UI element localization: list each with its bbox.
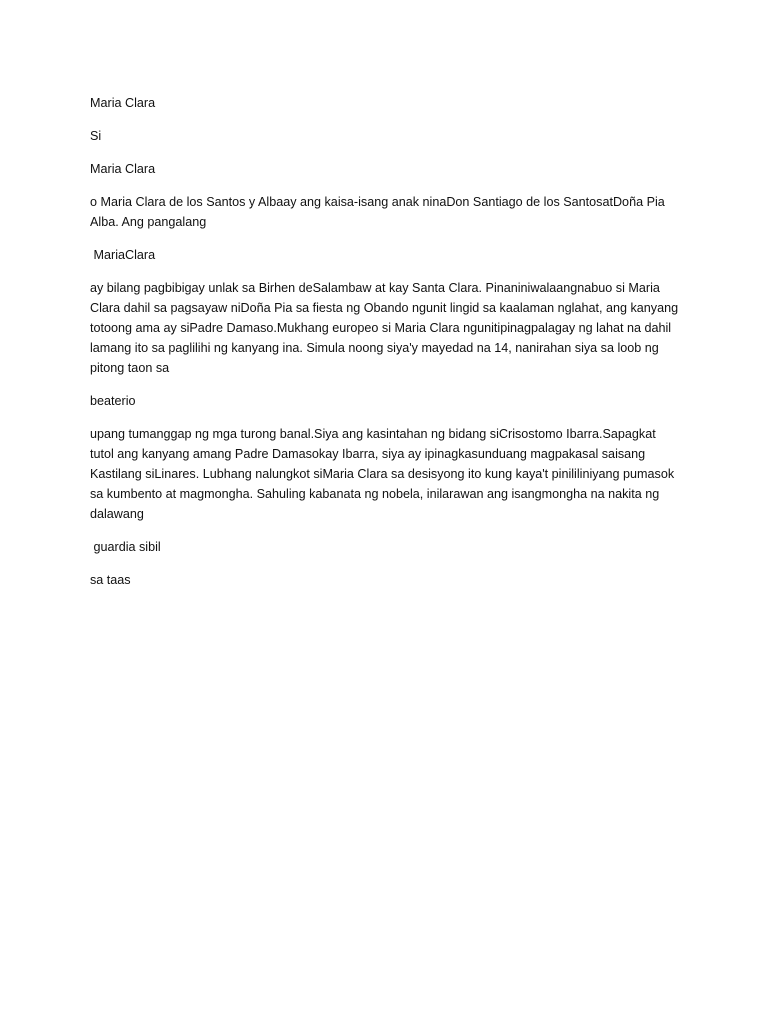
paragraph: ay bilang pagbibigay unlak sa Birhen deSalambaw at kay Santa Clara. Pinaniniwalaangnabuo si Maria Clara dahil sa pagsayaw niDoña Pia sa fiesta ng Obando ngunit lingid sa kaalaman nglahat, ang kanyang totoong ama ay siPadre Damaso.Mukhang europeo si Maria Clara ngunitipinagpalagay ng lahat na dahil lamang ito sa paglilihi ng kanyang ina. Simula noong siya'y mayedad na 14, nanirahan siya sa loob ng pitong taon sa	[90, 281, 682, 375]
paragraph: MariaClara	[90, 248, 156, 262]
paragraph: Maria Clara	[90, 162, 156, 176]
paragraph: guardia sibil	[90, 540, 161, 554]
paragraph: o Maria Clara de los Santos y Albaay ang kaisa-isang anak ninaDon Santiago de los SantosatDoña Pia Alba. Ang pangalang	[90, 195, 668, 229]
paragraph-title: Maria Clara	[90, 96, 156, 110]
document-body	[90, 93, 680, 603]
paragraph: Si	[90, 129, 102, 143]
paragraph: upang tumanggap ng mga turong banal.Siya ang kasintahan ng bidang siCrisostomo Ibarra.Sapagkat tutol ang kanyang amang Padre Damasokay Ibarra, siya ay ipinagkasunduang magpakasal saisang Kastilang siLinares. Lubhang nalungkot siMaria Clara sa desisyong ito kung kaya't pinililiniyang pumasok sa kumbento at magmongha. Sahuling kabanata ng nobela, inilarawan ang isangmongha na nakita ng dalawang	[90, 427, 678, 521]
paragraph: beaterio	[90, 394, 136, 408]
paragraph: sa taas	[90, 573, 131, 587]
